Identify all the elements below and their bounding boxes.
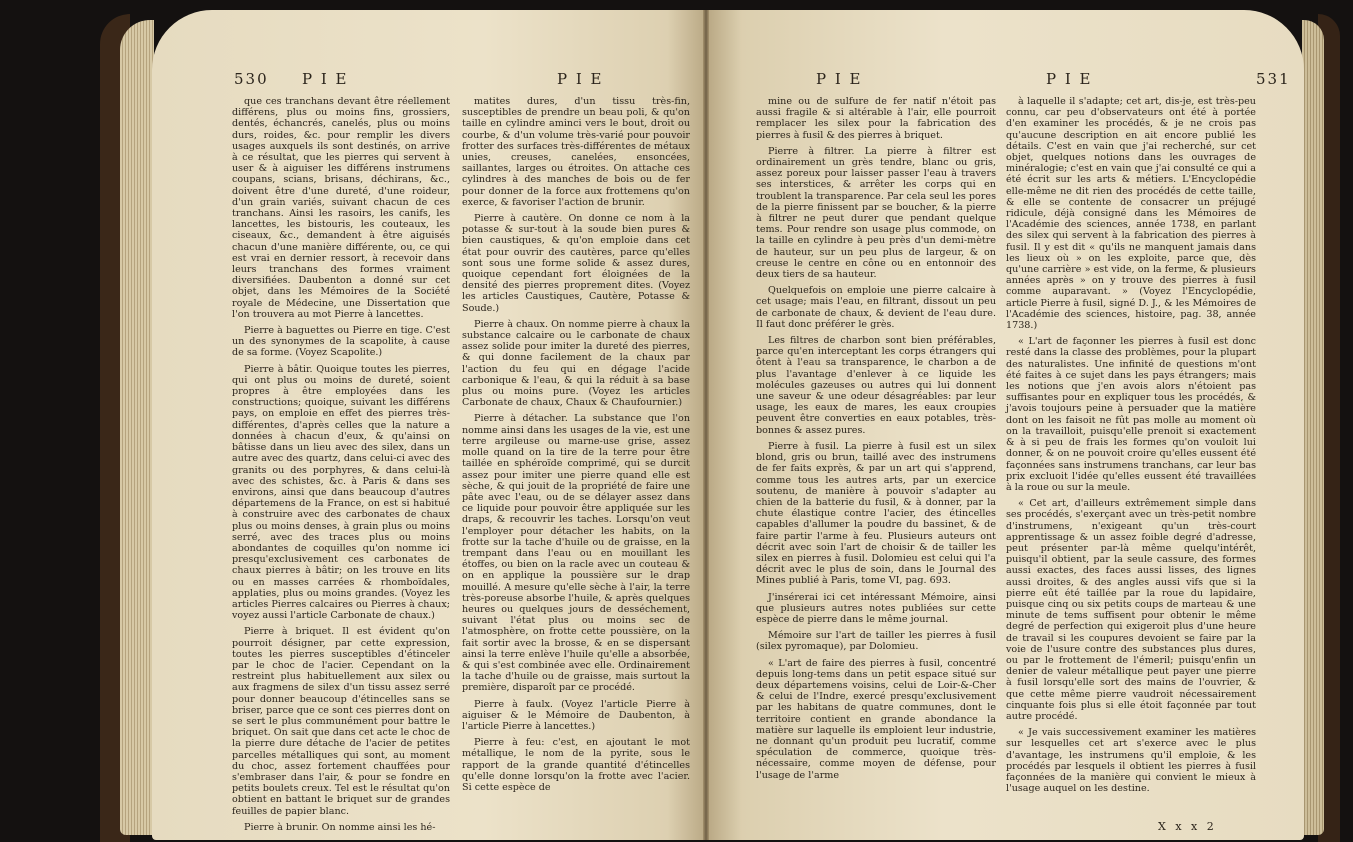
right-column-1 <box>756 96 996 786</box>
paragraph: à laquelle il s'adapte; cet art, dis-je, est très-peu connu, car peu d'observateurs ont été à portée d'en examiner les procédés, & je ne crois pas qu'aucune description en ait encore publié les détails. C'est en vain que j'ai recherché, sur cet objet, quelques notions dans les ouvrages de minéralogie; c'est en vain que j'ai consulté ce qui a été écrit sur les arts & métiers. L'Encyclopédie elle-même ne dit rien des procédés de cette taille, & elle se contente de consacrer un préjugé ridicule, déjà consigné dans les Mémoires de l'Académie des sciences, année 1738, en parlant des silex qui servent à la fabrication des pierres à fusil. Il y est dit « qu'ils ne manquent jamais dans les lieux où » on les exploite, parce que, dès qu'une carrière » est vide, on la ferme, & plusieurs années après » on y trouve des pierres à fusil comme auparavant. » (Voyez l'Encyclopédie, article Pierre à fusil, signé D. J., & les Mémoires de l'Académie des sciences, histoire, pag. 38, année 1738.) <box>1006 96 1256 332</box>
running-head-center-right: P I E <box>816 70 863 88</box>
paragraph: Pierre à chaux. On nomme pierre à chaux la substance calcaire ou le carbonate de chaux assez solide pour imiter la dureté des pierres, & qui donne facilement de la chaux par l'action du feu qui en dégage l'acide carbonique & l'eau, & qui la réduit à sa base plus ou moins pure. (Voyez les articles Carbonate de chaux, Chaux & Chaufournier.) <box>462 318 690 409</box>
paragraph: Pierre à cautère. On donne ce nom à la potasse & sur-tout à la soude bien pures & bien caustiques, & qu'on emploie dans cet état pour ouvrir des cautères, parce qu'elles sont sous une forme solide & assez dures, quoique cependant fort éloignées de la densité des pierres proprement dites. (Voyez les articles Caustiques, Cautère, Potasse & Soude.) <box>462 213 690 314</box>
right-page <box>706 10 1304 840</box>
paragraph: J'insérerai ici cet intéressant Mémoire, ainsi que plusieurs autres notes publiées sur cette espèce de pierre dans le même journal. <box>756 591 996 625</box>
paragraph: Pierre à fusil. La pierre à fusil est un silex blond, gris ou brun, taillé avec des instrumens de fer faits exprès, & par un art qui s'apprend, comme tous les autres arts, par un exercice soutenu, de manière à pouvoir s'adapter au chien de la batterie du fusil, & à donner, par la chute élastique contre l'acier, des étincelles capables d'allumer la poudre du bassinet, & de faire partir l'arme à feu. Plusieurs auteurs ont décrit avec soin l'art de choisir & de tailler les silex en pierres à fusil. Dolomieu est celui qui l'a décrit avec le plus de soin, dans le Journal des Mines publié à Paris, tome VI, pag. 693. <box>756 440 996 587</box>
paragraph: Pierre à filtrer. La pierre à filtrer est ordinairement un grès tendre, blanc ou gris, assez poreux pour laisser passer l'eau à travers ses interstices, & arrêter les corps qui en troublent la transparence. Par cela seul les pores de la pierre finissent par se boucher, & la pierre à filtrer ne peut durer que pendant quelque tems. Pour rendre son usage plus commode, on la taille en cylindre à peu près d'un demi-mètre de hauteur, sur un peu plus de largeur, & on creuse le centre en cône ou en entonnoir des deux tiers de sa hauteur. <box>756 145 996 281</box>
paragraph: « Cet art, d'ailleurs extrêmement simple dans ses procédés, s'exerçant avec un très-petit nombre d'instrumens, n'exigeant qu'un très-court apprentissage & un assez foible degré d'adresse, peut présenter par-là même quelqu'intérêt, puisqu'il obtient, par la seule cassure, des formes aussi exactes, des faces aussi lisses, des lignes aussi droites, & des angles aussi vifs que si la pierre eût été taillée par la roue du lapidaire, puisque cinq ou six petits coups de marteau & une minute de tems suffisent pour obtenir le même degré de perfection qui exigeroit plus d'une heure de travail si les coupures devoient se faire par la voie de l'usure contre des substances plus dures, ou par le frottement de l'émeril; puisqu'enfin un denier de valeur métallique peut payer une pierre à fusil lorsqu'elle sort des mains de l'ouvrier, & que cette même pierre vaudroit nécessairement cinquante fois plus si elle étoit façonnée par tout autre procédé. <box>1006 498 1256 722</box>
paragraph: matites dures, d'un tissu très-fin, susceptibles de prendre un beau poli, & qu'on taille en cylindre aminci vers le bout, droit ou courbe, & d'un volume très-varié pour pouvoir frotter des surfaces très-différentes de métaux unies, creuses, canelées, ensoncées, saillantes, larges ou étroites. On attache ces cylindres à des manches de bois ou de fer pour donner de la force aux frottemens qu'on exerce, & favoriser l'action de brunir. <box>462 96 690 208</box>
book-gutter <box>703 10 709 840</box>
paragraph: Pierre à détacher. La substance que l'on nomme ainsi dans les usages de la vie, est une terre argileuse ou marne-use grise, assez molle quand on la tire de la terre pour être taillée en sphéroïde comprimé, qui se durcit assez pour imiter une pierre quand elle est sèche, & qui jouit de la propriété de faire une pâte avec l'eau, ou de se délayer assez dans ce liquide pour pouvoir être appliquée sur les draps, & recouvrir les taches. Lorsqu'on veut l'employer pour détacher les habits, on la frotte sur la tache d'huile ou de graisse, en la trempant dans l'eau ou en mouillant les étoffes, ou bien on la racle avec un couteau & on en applique la poussière sur le drap mouillé. A mesure qu'elle sèche à l'air, la terre très-poreuse absorbe l'huile, & après quelques heures ou quelques jours de desséchement, suivant l'état plus ou moins sec de l'atmosphère, on frotte cette poussière, on la fait sortir avec la brosse, & en se dispersant ainsi la terre enlève l'huile qu'elle a absorbée, & qui s'est combinée avec elle. Ordinairement la tache d'huile ou de graisse, mais surtout la première, disparoît par ce procédé. <box>462 413 690 694</box>
left-column-2 <box>462 96 690 798</box>
paragraph: Les filtres de charbon sont bien préférables, parce qu'en interceptant les corps étrangers qui ôtent à l'eau sa transparence, le charbon a de plus l'avantage d'enlever à ce liquide les molécules gazeuses ou autres qui lui donnent une saveur & une odeur désagréables: par leur usage, les eaux de mares, les eaux croupies peuvent être converties en eaux potables, très-bonnes & assez pures. <box>756 335 996 436</box>
right-column-2 <box>1006 96 1256 799</box>
running-head-center: P I E <box>557 70 604 88</box>
paragraph: Pierre à briquet. Il est évident qu'on pourroit désigner, par cette expression, toutes les pierres susceptibles d'étinceler par le choc de l'acier. Cependant on la restreint plus habituellement aux silex ou aux fragmens de silex d'un tissu assez serré pour donner beaucoup d'étincelles sans se briser, parce que ce sont ces pierres dont on se sert le plus communément pour battre le briquet. On sait que dans cet acte le choc de la pierre dure détache de l'acier de petites parcelles métalliques qui sont, au moment du choc, assez fortement chauffées pour s'embraser dans l'air, & pour se fondre en petits boulets creux. Tel est le résultat qu'on obtient en battant le briquet sur de grandes feuilles de papier blanc. <box>232 626 450 817</box>
paragraph: Pierre à brunir. On nomme ainsi les hé- <box>244 821 436 833</box>
paragraph: « L'art de façonner les pierres à fusil est donc resté dans la classe des problèmes, pour la plupart des naturalistes. Une infinité de questions m'ont été faites à ce sujet dans les pays étrangers; mais les notions que j'en avois alors n'étoient pas suffisantes pour en expliquer tous les procédés, & j'avois toujours peine à persuader que la matière dont on les faisoit ne fût pas molle au moment où on la travailloit, puisqu'elle prenoit si exactement & à si peu de frais les formes qu'on vouloit lui donner, & on ne pouvoit croire qu'elles eussent été façonnées sans instrumens tranchans, car leur bas prix excluoit l'idée qu'elles eussent été travaillées à la roue ou sur la meule. <box>1006 336 1256 493</box>
paragraph: que ces tranchans devant être réellement différens, plus ou moins fins, grossiers, dentés, échancrés, canelés, plus ou moins durs, roides, &c. pour remplir les divers usages auxquels ils sont destinés, on arrive à ce résultat, que les pierres qui servent à user & à aiguiser les différens instrumens coupans, scians, brisans, déchirans, &c., doivent être d'une dureté, d'une roideur, d'un grain variés, suivant chacun de ces tranchans. Ainsi les rasoirs, les canifs, les lancettes, les bistouris, les couteaux, les ciseaux, &c., demandent à être aiguisés chacun d'une manière différente, ou, ce qui est vrai en dernier ressort, à recevoir dans leurs tranchans des formes vraiment diversifiées. Daubenton a donné sur cet objet, dans les Mémoires de la Société royale de Médecine, une Dissertation que l'on trouvera au mot Pierre à lancettes. <box>232 96 450 320</box>
paragraph: Pierre à baguettes ou Pierre en tige. C'est un des synonymes de la scapolite, à cause de sa forme. (Voyez Scapolite.) <box>232 325 450 359</box>
running-head-right: P I E <box>1046 70 1093 88</box>
left-page <box>152 10 706 840</box>
running-head-left: P I E <box>302 70 349 88</box>
paragraph: Pierre à faulx. (Voyez l'article Pierre à aiguiser & le Mémoire de Daubenton, à l'article Pierre à lancettes.) <box>462 698 690 732</box>
page-number-left: 530 <box>234 70 269 88</box>
paragraph: Mémoire sur l'art de tailler les pierres à fusil (silex pyromaque), par Dolomieu. <box>756 630 996 653</box>
paragraph: Pierre à feu: c'est, en ajoutant le mot métallique, le nom de la pyrite, sous le rapport de la grande quantité d'étincelles qu'elle donne lorsqu'on la frotte avec l'acier. Si cette espèce de <box>462 737 690 793</box>
paragraph: Quelquefois on emploie une pierre calcaire à cet usage; mais l'eau, en filtrant, dissout un peu de carbonate de chaux, & devient de l'eau dure. Il faut donc préférer le grès. <box>756 285 996 330</box>
paragraph: « Je vais successivement examiner les matières sur lesquelles cet art s'exerce avec le plus d'avantage, les instrumens qu'il emploie, & les procédés par lesquels il obtient les pierres à fusil façonnées de la manière qui convient le mieux à l'usage auquel on les destine. <box>1006 727 1256 795</box>
left-column-1 <box>232 96 450 838</box>
page-number-right: 531 <box>1256 70 1291 88</box>
paragraph: « L'art de faire des pierres à fusil, concentré depuis long-tems dans un petit espace situé sur deux départemens voisins, celui de Loir-&-Cher & celui de l'Indre, exercé presqu'exclusivement par les habitans de quatre communes, dont le territoire contient en grande abondance la matière sur laquelle ils emploient leur industrie, ne donnant qu'un produit peu lucratif, comme spéculation de commerce, quoique très-nécessaire, comme moyen de défense, pour l'usage de l'arme <box>756 657 996 781</box>
paragraph: Pierre à bâtir. Quoique toutes les pierres, qui ont plus ou moins de dureté, soient propres à être employées dans les constructions; quoique, suivant les différens pays, on emploie en effet des pierres très-différentes, d'après celles que la nature a données à chacun d'eux, & qu'ainsi on bâtisse dans un lieu avec des silex, dans un autre avec des quartz, dans celui-ci avec des granits ou des porphyres, & dans celui-là avec des schistes, &c. à Paris & dans ses environs, ainsi que dans beaucoup d'autres départemens de la France, on est si habitué à construire avec des carbonates de chaux plus ou moins denses, à grain plus ou moins serré, avec des traces plus ou moins abondantes de coquilles qu'on nomme ici presqu'exclusivement ces carbonates de chaux pierres à bâtir; on les trouve en lits ou en masses carrées & rhomboïdales, applaties, plus ou moins grandes. (Voyez les articles Pierres calcaires ou Pierres à chaux; voyez aussi l'article Carbonate de chaux.) <box>232 363 450 622</box>
page-edges-left <box>120 20 154 835</box>
signature-mark: X x x 2 <box>1158 820 1217 833</box>
paragraph: mine ou de sulfure de fer natif n'étoit pas aussi fragile & si altérable à l'air, elle pourroit remplacer les silex pour la fabrication des pierres à fusil & des pierres à briquet. <box>756 96 996 141</box>
page-edges-right <box>1302 20 1324 835</box>
